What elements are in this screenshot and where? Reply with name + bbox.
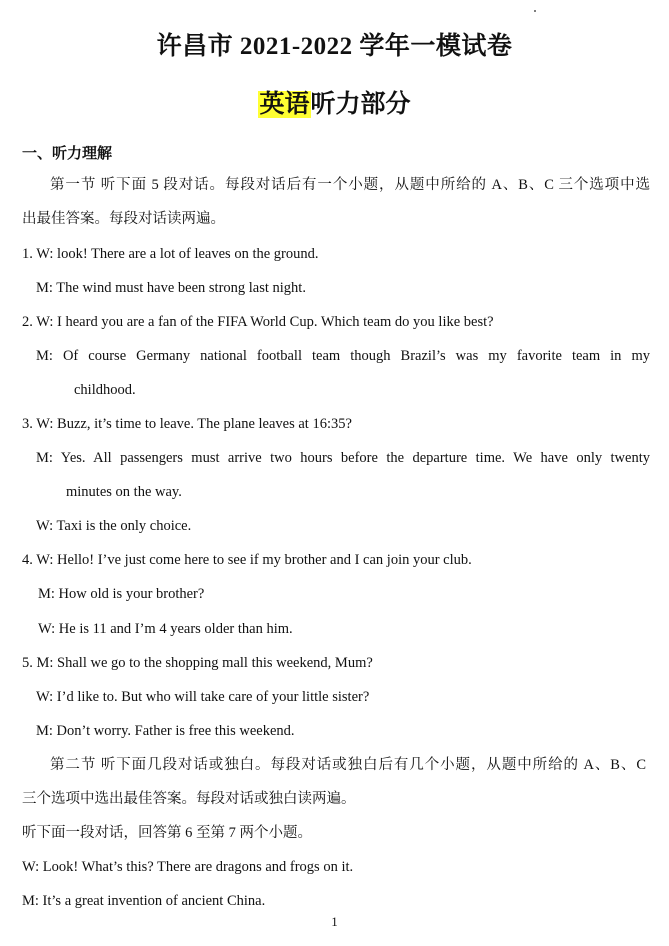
- dialogue-line: W: I’d like to. But who will take care of your little sister?: [36, 689, 370, 705]
- highlighted-subject: 英语: [259, 91, 310, 118]
- dialogue-line: W: Taxi is the only choice.: [36, 518, 192, 534]
- page-subtitle: [0, 84, 669, 120]
- part2-instructions-line2: 三个选项中选出最佳答案。每段对话或独白读两遍。: [22, 791, 356, 807]
- dialogue-line: W: He is 11 and I’m 4 years older than him.: [38, 621, 293, 637]
- part2-instructions-line1: 第二节 听下面几段对话或独白。每段对话或独白后有几个小题，从题中所给的 A、B、C: [50, 757, 646, 773]
- dialogue-line: M: Of course Germany national football team though Brazil’s was my favorite team in my: [36, 348, 650, 364]
- dialogue-line: W: Look! What’s this? There are dragons and frogs on it.: [22, 859, 354, 875]
- part1-instructions-line1: 第一节 听下面 5 段对话。每段对话后有一个小题，从题中所给的 A、B、C 三个选项中选: [50, 177, 650, 193]
- dialogue-line: 4. W: Hello! I’ve just come here to see if my brother and I can join your club.: [22, 552, 472, 568]
- dialogue-line: 3. W: Buzz, it’s time to leave. The plane leaves at 16:35?: [22, 416, 352, 432]
- dialogue-line: 2. W: I heard you are a fan of the FIFA World Cup. Which team do you like best?: [22, 314, 494, 330]
- dialogue-line: 1. W: look! There are a lot of leaves on the ground.: [22, 246, 319, 262]
- dialogue-line: M: Yes. All passengers must arrive two hours before the departure time. We have only twenty: [36, 450, 650, 466]
- part2-question-instruction: 听下面一段对话，回答第 6 至第 7 两个小题。: [22, 825, 312, 841]
- page-number: 1: [331, 914, 338, 929]
- dialogue-line: M: Don’t worry. Father is free this weekend.: [36, 723, 295, 739]
- subtitle-rest: 听力部分: [310, 91, 411, 118]
- section-heading: 一、听力理解: [22, 144, 113, 162]
- page-title: 许昌市 2021-2022 学年一模试卷: [156, 33, 513, 60]
- part1-instructions-line2: 出最佳答案。每段对话读两遍。: [22, 211, 225, 227]
- dialogue-line: childhood.: [74, 382, 136, 398]
- speck: [534, 10, 536, 12]
- dialogue-line: M: It’s a great invention of ancient China.: [22, 893, 266, 909]
- dialogue-line: M: How old is your brother?: [38, 586, 205, 602]
- dialogue-line: minutes on the way.: [66, 484, 182, 500]
- dialogue-line: M: The wind must have been strong last night.: [36, 280, 306, 296]
- dialogue-line: 5. M: Shall we go to the shopping mall this weekend, Mum?: [22, 655, 373, 671]
